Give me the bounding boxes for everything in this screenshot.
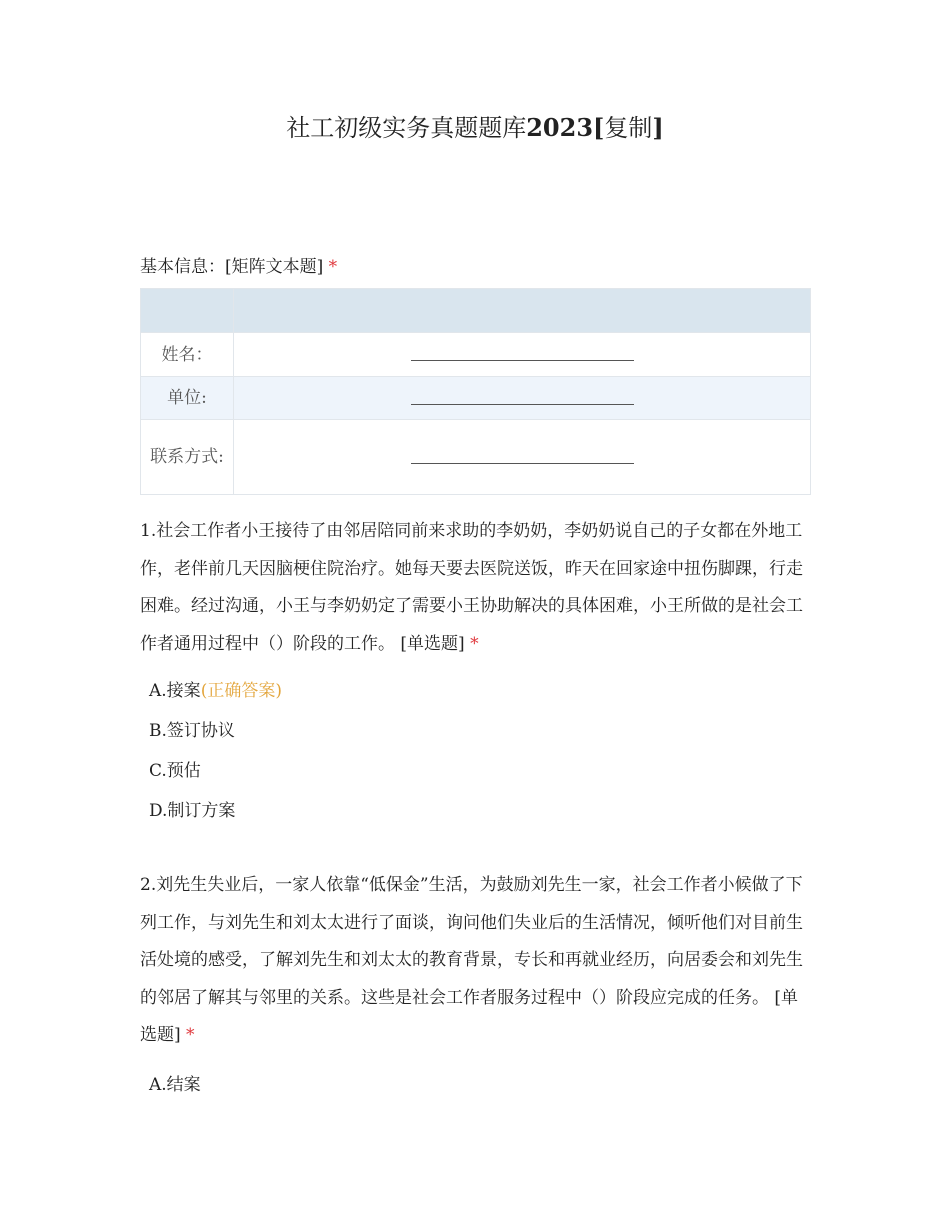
required-mark: * [186, 1025, 195, 1045]
question-type-tag: [单选题] [400, 633, 465, 654]
question-1-options [149, 678, 282, 838]
unit-input[interactable] [234, 377, 811, 420]
question-text: 1.社会工作者小王接待了由邻居陪同前来求助的李奶奶，李奶奶说自己的子女都在外地工作，老伴前几天因脑梗住院治疗。她每天要去医院送饭，昨天在回家途中扭伤脚踝，行走困难。经过沟通，小王与李奶奶定了需要小王协助解决的具体困难，小王所做的是社会工作者通用过程中（）阶段的工作。 [140, 521, 803, 654]
matrix-row-unit [141, 377, 811, 420]
blank-underline [411, 359, 634, 361]
question-text: 2.刘先生失业后，一家人依靠“低保金”生活，为鼓励刘先生一家，社会工作者小候做了下列工作，与刘先生和刘太太进行了面谈，询问他们失业后的生活情况，倾听他们对目前生活处境的感受，了解刘先生和刘太太的教育背景，专长和再就业经历，向居委会和刘先生的邻居了解其与邻里的关系。这些是社会工作者服务过程中（）阶段应完成的任务。 [140, 875, 803, 1008]
row-label-name: 姓名： [141, 333, 234, 377]
row-label-contact: 联系方式: [141, 420, 234, 495]
question-type-tag: [单选题] [140, 987, 799, 1045]
matrix-row-name [141, 333, 811, 377]
option-a[interactable] [149, 1072, 201, 1112]
title-year: 2023[ [526, 113, 605, 142]
blank-underline [411, 403, 634, 405]
question-2-options [149, 1072, 201, 1112]
basic-info-label [140, 252, 337, 277]
question-2 [140, 867, 812, 1055]
option-label: D.制订方案 [149, 801, 236, 821]
title-bracket: ] [652, 113, 664, 142]
option-label: B.签订协议 [149, 721, 235, 741]
option-b[interactable] [149, 718, 282, 758]
option-d[interactable] [149, 798, 282, 838]
row-label-unit: 单位: [141, 377, 234, 420]
title-text: 社工初级实务真题题库 [286, 114, 527, 142]
required-mark: * [470, 633, 479, 654]
option-label: A.结案 [149, 1075, 201, 1095]
basic-info-matrix [140, 288, 811, 495]
matrix-row-contact [141, 420, 811, 495]
option-a[interactable] [149, 678, 282, 718]
matrix-header-cell [234, 289, 811, 333]
matrix-header-row [141, 289, 811, 333]
matrix-header-cell [141, 289, 234, 333]
correct-answer-tag: (正确答案) [200, 681, 282, 701]
option-label: A.接案 [149, 681, 201, 701]
question-1 [140, 513, 812, 663]
title-copy-tag: 复制 [604, 114, 653, 142]
page-title [0, 108, 950, 143]
required-mark: * [328, 257, 338, 277]
basic-info-title: 基本信息： [140, 257, 225, 277]
name-input[interactable] [234, 333, 811, 377]
blank-underline [411, 462, 634, 464]
question-type-tag: [矩阵文本题] [225, 257, 324, 277]
option-label: C.预估 [149, 761, 201, 781]
contact-input[interactable] [234, 420, 811, 495]
option-c[interactable] [149, 758, 282, 798]
